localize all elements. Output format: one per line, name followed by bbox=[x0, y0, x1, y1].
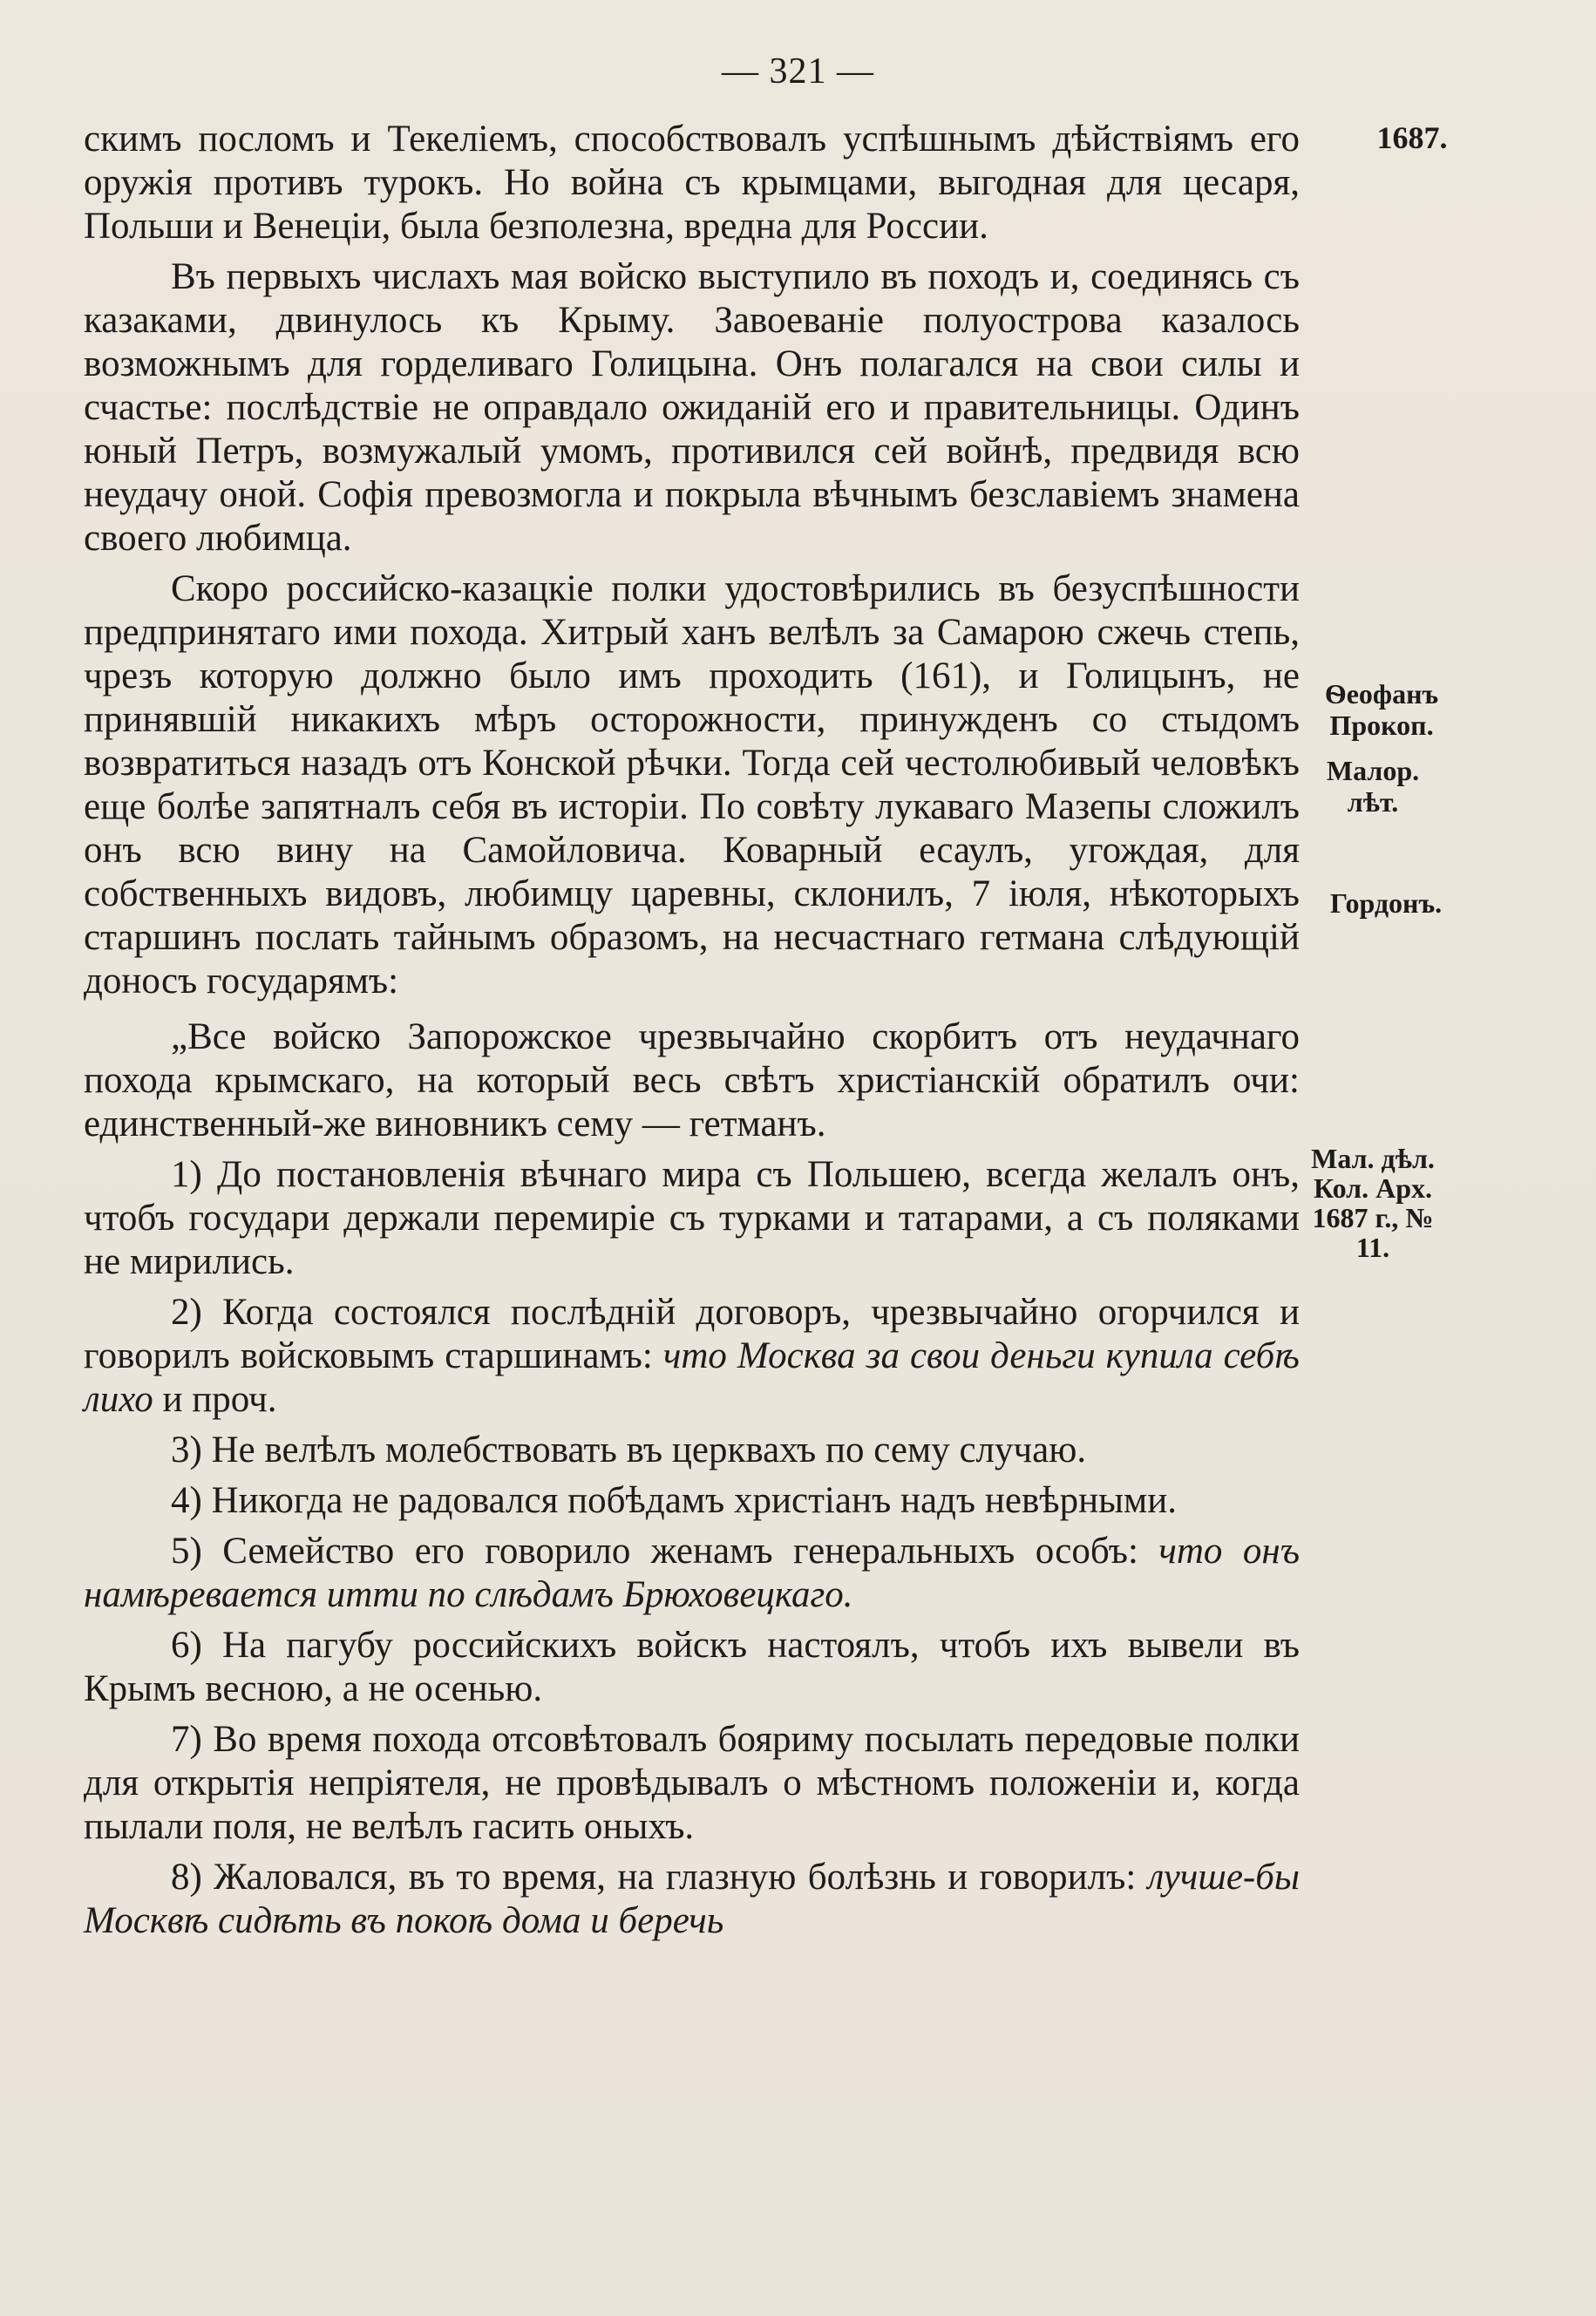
paragraph-3: Скоро российско-казацкіе полки удостовѣрились въ безуспѣшности предпринятаго ими похода. Хитрый ханъ велѣлъ за Самарою сжечь степь, чрезъ которую должно было имъ проходить (161), и Голицынъ, не принявшій никакихъ мѣръ осторожности, принужденъ со стыдомъ возвратиться назадъ отъ Конской рѣчки. Тогда сей честолюбивый человѣкъ еще болѣе запятналъ себя въ исторіи. По совѣту лукаваго Мазепы сложилъ онъ всю вину на Самойловича. Коварный есаулъ, угождая, для собственныхъ видовъ, любимцу царевны, склонилъ, 7 іюля, нѣкоторыхъ старшинъ послать тайнымъ образомъ, на несчастнаго гетмана слѣдующій доносъ государямъ: bbox=[84, 568, 1300, 1002]
list-item-1: 1) До постановленія вѣчнаго мира съ Польшею, всегда желалъ онъ, чтобъ государи держали перемиріе съ турками и татарами, а съ поляками не мирились. bbox=[84, 1154, 1300, 1282]
list-item-8 bbox=[84, 1856, 1300, 1943]
list-item-8-text: 8) Жаловался, въ то время, на глазную болѣзнь и говорилъ: bbox=[171, 1857, 1148, 1898]
main-text bbox=[84, 118, 1300, 1950]
list-item-5-italic: что онъ намѣревается итти по слѣдамъ Брюховецкаго. bbox=[84, 1531, 1301, 1615]
margin-year: 1687. bbox=[1376, 120, 1448, 155]
margin-note-malor: Малор. лѣт. bbox=[1326, 755, 1420, 818]
paragraph-1: скимъ посломъ и Текеліемъ, способствовалъ успѣшнымъ дѣйствіямъ его оружія противъ турокъ. Но война съ крымцами, выгодная для цесаря, Польши и Венеціи, была безполезна, вредна для России. bbox=[84, 119, 1300, 247]
margin-note-gordon: Гордонъ. bbox=[1329, 887, 1443, 919]
list-item-6: 6) На пагубу российскихъ войскъ настоялъ, чтобъ ихъ вывели въ Крымъ весною, а не осенью. bbox=[84, 1625, 1300, 1709]
list-item-7: 7) Во время похода отсовѣтовалъ бояриму посылать передовые полки для открытія непріятеля, не провѣдывалъ о мѣстномъ положеніи и, когда пылали поля, не велѣлъ гасить оныхъ. bbox=[84, 1719, 1300, 1847]
list-item-2-text: 2) Когда состоялся послѣдній договоръ, чрезвычайно огорчился и говорилъ войсковымъ старшинамъ: bbox=[84, 1292, 1300, 1376]
list-item-2-italic: что Москва за свои деньги купила себѣ лихо bbox=[84, 1335, 1300, 1420]
margin-note-feofan: Ѳеофанъ Прокоп. bbox=[1324, 678, 1439, 741]
paragraph-2: Въ первыхъ числахъ мая войско выступило въ походъ и, соединясь съ казаками, двинулось къ Крыму. Завоеваніе полуострова казалось возможнымъ для горделиваго Голицына. Онъ полагался на свои силы и счастье: послѣдствіе не оправдало ожиданій его и правительницы. Одинъ юный Петръ, возмужалый умомъ, противился сей войнѣ, предвидя всю неудачу оной. Софія превозмогла и покрыла вѣчнымъ безславіемъ знамена своего любимца. bbox=[84, 256, 1300, 559]
paragraph-4-quote: „Все войско Запорожское чрезвычайно скорбитъ отъ неудачнаго похода крымскаго, на который весь свѣтъ христіанскій обратилъ очи: единственный-же виновникъ сему — гетманъ. bbox=[84, 1016, 1300, 1144]
list-item-2 bbox=[84, 1291, 1300, 1422]
list-item-5-text: 5) Семейство его говорило женамъ генеральныхъ особъ: bbox=[171, 1531, 1159, 1572]
list-item-2-tail: и проч. bbox=[153, 1379, 277, 1420]
list-item-5 bbox=[84, 1530, 1300, 1617]
list-item-3: 3) Не велѣлъ молебствовать въ церквахъ по сему случаю. bbox=[171, 1430, 1087, 1470]
page-number: — 321 — bbox=[722, 51, 874, 92]
list-item-4: 4) Никогда не радовался побѣдамъ христіанъ надъ невѣрными. bbox=[171, 1480, 1178, 1521]
list-item-8-italic: лучше-бы Москвѣ сидѣть въ покоѣ дома и беречь bbox=[84, 1857, 1300, 1941]
margin-note-archive: Мал. дѣл. Кол. Арх. 1687 г., № 11. bbox=[1311, 1143, 1435, 1263]
